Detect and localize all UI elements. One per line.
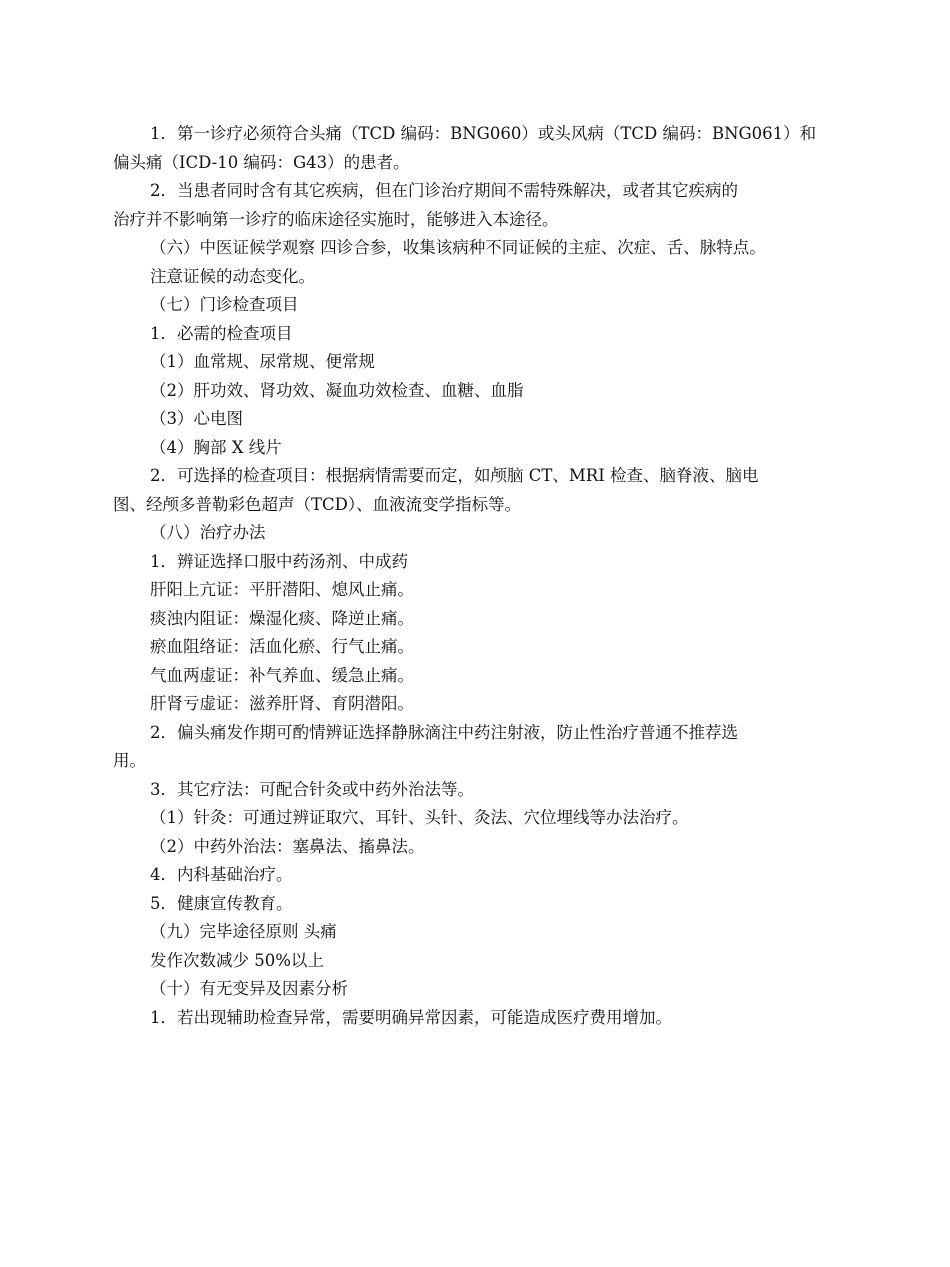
- document-line: 2．可选择的检查项目：根据病情需要而定，如颅脑 CT、MRI 检查、脑脊液、脑电: [150, 466, 759, 485]
- document-line: 2．偏头痛发作期可酌情辨证选择静脉滴注中药注射液，防止性治疗普通不推荐选: [150, 722, 738, 742]
- document-line: （六）中医证候学观察 四诊合参，收集该病种不同证候的主症、次症、舌、脉特点。: [150, 238, 766, 257]
- document-line: （4）胸部 X 线片: [150, 437, 282, 457]
- document-line: 2．当患者同时含有其它疾病，但在门诊治疗期间不需特殊解决，或者其它疾病的: [150, 181, 738, 200]
- document-line: （3）心电图: [150, 409, 243, 428]
- document-line: 肝肾亏虚证：滋养肝肾、育阴潜阳。: [150, 694, 414, 713]
- document-line: 肝阳上亢证：平肝潜阳、熄风止痛。: [150, 580, 414, 599]
- document-line: （1）针灸：可通过辨证取穴、耳针、头针、灸法、穴位埋线等办法治疗。: [150, 808, 689, 827]
- document-body: [113, 120, 858, 1032]
- document-line: （九）完毕途径原则 头痛: [150, 922, 337, 941]
- document-line: 气血两虚证：补气养血、缓急止痛。: [150, 665, 414, 685]
- document-line: 1．辨证选择口服中药汤剂、中成药: [150, 551, 408, 571]
- document-line: 5．健康宣传教育。: [150, 893, 293, 913]
- document-line: （八）治疗办法: [150, 523, 266, 542]
- document-line: （1）血常规、尿常规、便常规: [150, 352, 375, 371]
- document-line: 1．第一诊疗必须符合头痛（TCD 编码：BNG060）或头风病（TCD 编码：BNG061）和: [150, 124, 817, 143]
- document-line: （2）中药外治法：塞鼻法、搐鼻法。: [150, 836, 425, 856]
- document-line: 4．内科基础治疗。: [150, 865, 293, 884]
- document-line: 图、经颅多普勒彩色超声（TCD）、血液流变学指标等。: [113, 494, 522, 514]
- document-line: 瘀血阻络证：活血化瘀、行气止痛。: [150, 637, 414, 656]
- document-line: 1．必需的检查项目: [150, 323, 293, 343]
- document-line: 治疗并不影响第一诊疗的临床途径实施时，能够进入本途径。: [113, 209, 559, 229]
- document-line: 发作次数减少 50%以上: [150, 950, 324, 970]
- document-line: 偏头痛（ICD-10 编码：G43）的患者。: [113, 152, 410, 172]
- document-line: 痰浊内阻证：燥湿化痰、降逆止痛。: [150, 608, 414, 628]
- document-line: 3．其它疗法：可配合针灸或中药外治法等。: [150, 779, 474, 799]
- document-line: （十）有无变异及因素分析: [150, 979, 348, 998]
- document-line: （2）肝功效、肾功效、凝血功效检查、血糖、血脂: [150, 380, 524, 400]
- document-line: 注意证候的动态变化。: [150, 266, 315, 286]
- document-line: （七）门诊检查项目: [150, 295, 299, 314]
- document-line: 1．若出现辅助检查异常，需要明确异常因素，可能造成医疗费用增加。: [150, 1007, 672, 1027]
- document-line: 用。: [113, 751, 146, 770]
